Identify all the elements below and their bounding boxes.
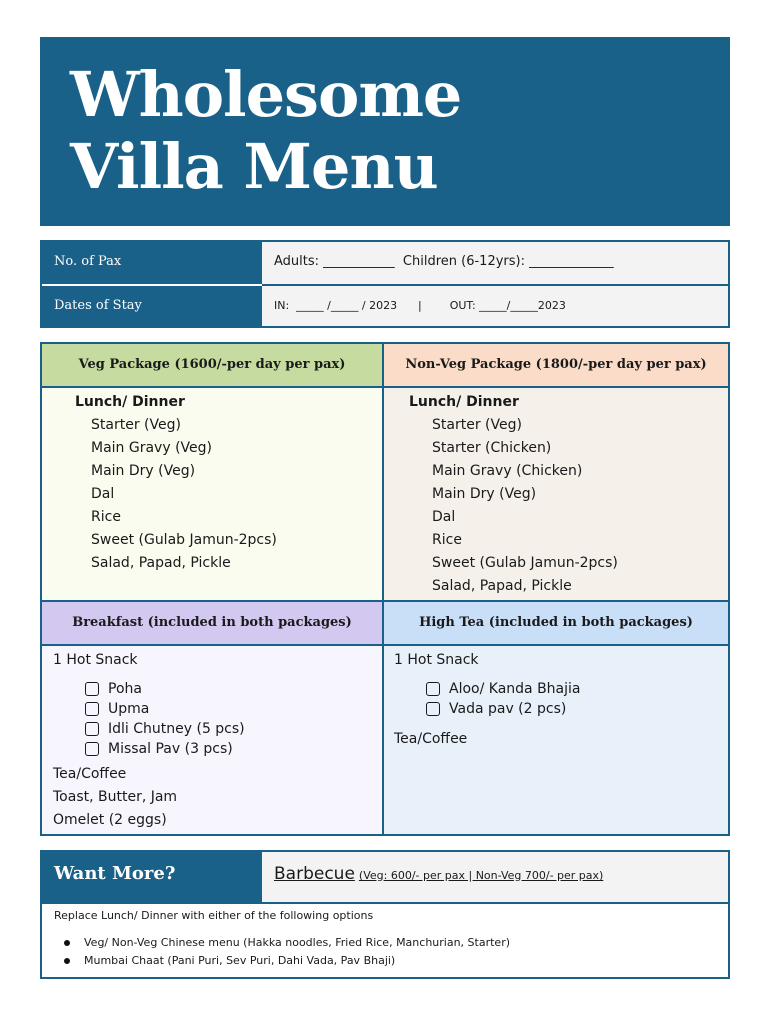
breakfast-option[interactable]: Missal Pav (3 pcs) bbox=[85, 739, 245, 759]
list-item: Rice bbox=[91, 509, 121, 525]
dates-label: Dates of Stay bbox=[42, 286, 262, 328]
nonveg-package-heading: Non-Veg Package (1800/-per day per pax) bbox=[384, 344, 728, 386]
dates-field[interactable]: IN: _____ /_____ / 2023 | OUT: _____/_____2023 bbox=[274, 299, 566, 312]
nonveg-section-title: Lunch/ Dinner bbox=[409, 394, 519, 410]
bullet-icon bbox=[64, 940, 70, 946]
menu-table bbox=[40, 342, 730, 836]
stay-info-table bbox=[40, 240, 730, 328]
nonveg-package-body bbox=[384, 388, 728, 600]
list-item: Omelet (2 eggs) bbox=[53, 812, 167, 828]
breakfast-option[interactable]: Upma bbox=[85, 699, 245, 719]
veg-package-body bbox=[42, 388, 382, 600]
barbecue-label: Barbecue bbox=[274, 864, 355, 884]
hightea-extra: Tea/Coffee bbox=[394, 731, 468, 747]
hightea-body bbox=[384, 646, 728, 834]
checkbox-icon[interactable] bbox=[85, 682, 99, 696]
pax-row bbox=[42, 242, 728, 284]
list-item: Starter (Veg) bbox=[432, 417, 522, 433]
hightea-options bbox=[426, 679, 580, 719]
list-item: Main Dry (Veg) bbox=[432, 486, 537, 502]
breakfast-extras bbox=[53, 763, 177, 832]
list-item: Starter (Veg) bbox=[91, 417, 181, 433]
list-item: Main Gravy (Veg) bbox=[91, 440, 212, 456]
list-item: Starter (Chicken) bbox=[432, 440, 552, 456]
nonveg-item-list bbox=[384, 388, 728, 598]
hightea-option[interactable]: Aloo/ Kanda Bhajia bbox=[426, 679, 580, 699]
checkbox-icon[interactable] bbox=[85, 722, 99, 736]
list-item: Mumbai Chaat (Pani Puri, Sev Puri, Dahi Vada, Pav Bhaji) bbox=[64, 952, 510, 970]
list-item: Sweet (Gulab Jamun-2pcs) bbox=[91, 532, 277, 548]
page-title bbox=[70, 59, 461, 203]
checkbox-icon[interactable] bbox=[426, 702, 440, 716]
veg-package-heading: Veg Package (1600/-per day per pax) bbox=[42, 344, 382, 386]
hightea-option[interactable]: Vada pav (2 pcs) bbox=[426, 699, 580, 719]
barbecue-panel bbox=[262, 852, 728, 902]
replace-text: Replace Lunch/ Dinner with either of the following options bbox=[54, 909, 374, 922]
want-more-section bbox=[40, 850, 730, 979]
pax-label: No. of Pax bbox=[42, 242, 262, 284]
veg-section-title: Lunch/ Dinner bbox=[75, 394, 185, 410]
column-divider bbox=[382, 344, 384, 834]
want-more-label: Want More? bbox=[42, 852, 262, 902]
list-item: Sweet (Gulab Jamun-2pcs) bbox=[432, 555, 618, 571]
pax-field[interactable]: Adults: ___________ Children (6-12yrs): _____________ bbox=[274, 254, 614, 269]
list-item: Tea/Coffee bbox=[53, 766, 127, 782]
breakfast-heading: Breakfast (included in both packages) bbox=[42, 602, 382, 644]
dates-row bbox=[42, 286, 728, 328]
replace-options bbox=[64, 934, 510, 970]
title-banner bbox=[40, 37, 730, 226]
bullet-icon bbox=[64, 958, 70, 964]
title-line-1: Wholesome bbox=[70, 58, 462, 131]
list-item: Rice bbox=[432, 532, 462, 548]
barbecue-option[interactable] bbox=[274, 864, 603, 884]
list-item: Toast, Butter, Jam bbox=[53, 789, 178, 805]
breakfast-option[interactable]: Poha bbox=[85, 679, 245, 699]
checkbox-icon[interactable] bbox=[85, 742, 99, 756]
breakfast-snack-title: 1 Hot Snack bbox=[53, 652, 138, 668]
list-item: Main Gravy (Chicken) bbox=[432, 463, 583, 479]
veg-item-list bbox=[42, 388, 382, 575]
hightea-heading: High Tea (included in both packages) bbox=[384, 602, 728, 644]
title-line-2: Villa Menu bbox=[70, 130, 438, 203]
list-item: Salad, Papad, Pickle bbox=[432, 578, 572, 594]
list-item: Main Dry (Veg) bbox=[91, 463, 196, 479]
list-item: Veg/ Non-Veg Chinese menu (Hakka noodles, Fried Rice, Manchurian, Starter) bbox=[64, 934, 510, 952]
list-item: Dal bbox=[432, 509, 456, 525]
barbecue-price: (Veg: 600/- per pax | Non-Veg 700/- per pax) bbox=[358, 869, 604, 882]
breakfast-body bbox=[42, 646, 382, 834]
list-item: Dal bbox=[91, 486, 115, 502]
breakfast-option[interactable]: Idli Chutney (5 pcs) bbox=[85, 719, 245, 739]
breakfast-options bbox=[85, 679, 245, 759]
checkbox-icon[interactable] bbox=[85, 702, 99, 716]
list-item: Salad, Papad, Pickle bbox=[91, 555, 231, 571]
checkbox-icon[interactable] bbox=[426, 682, 440, 696]
divider bbox=[42, 902, 728, 904]
hightea-snack-title: 1 Hot Snack bbox=[394, 652, 479, 668]
